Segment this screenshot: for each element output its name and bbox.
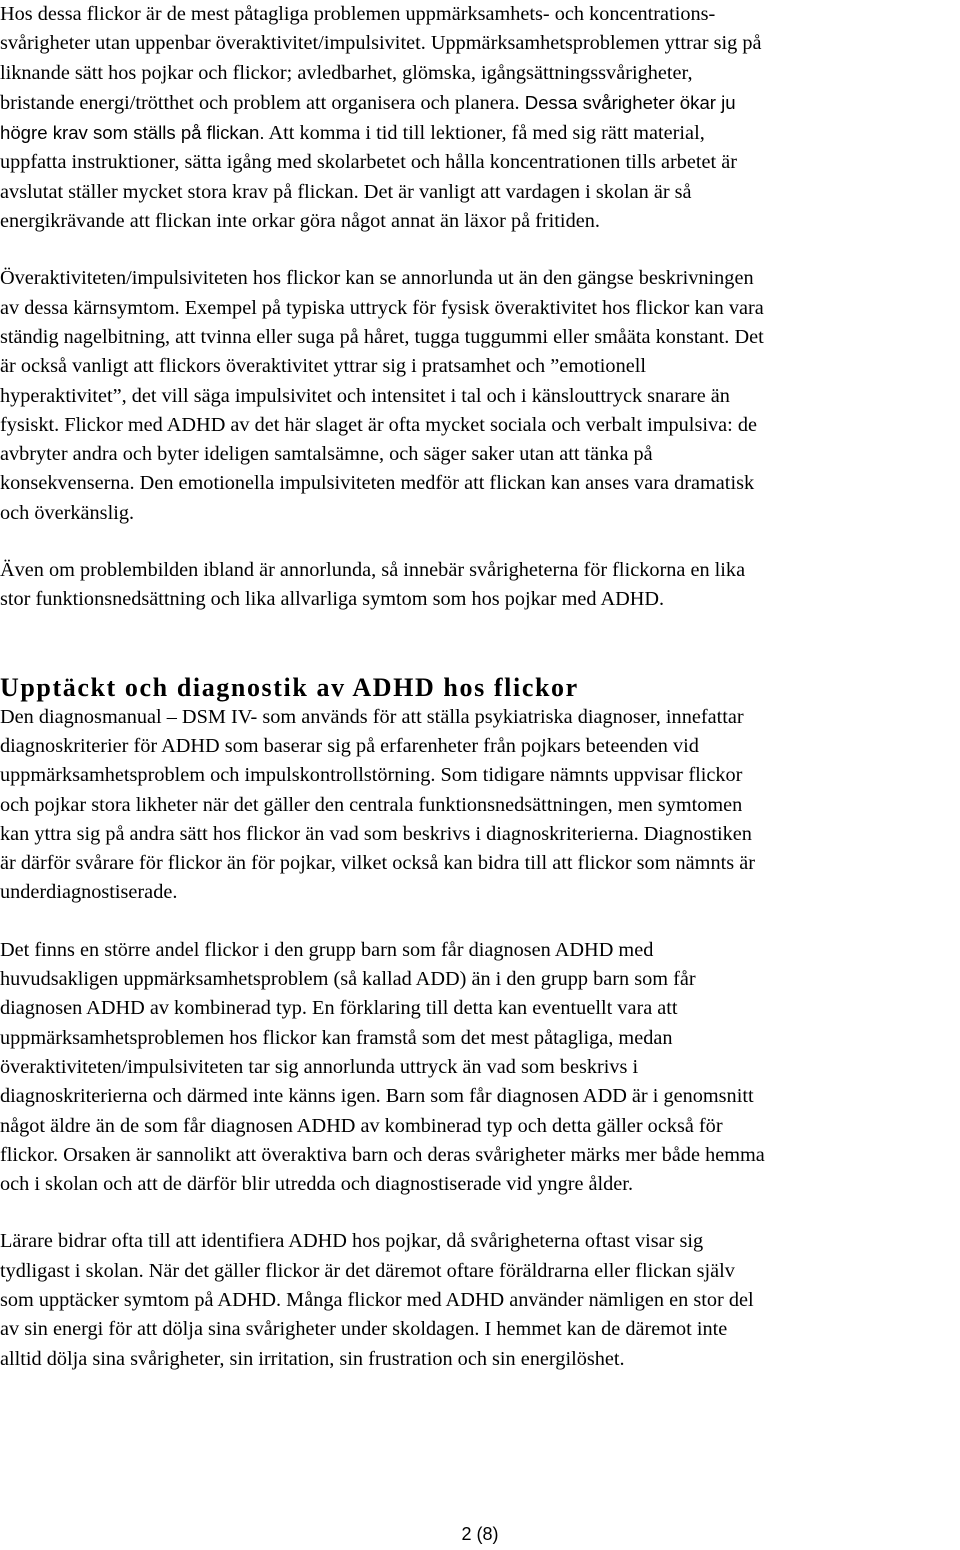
paragraph-6: Lärare bidrar ofta till att identifiera ADHD hos pojkar, då svårigheterna oftast visar sig tydligast i skolan. När det gäller flickor är det däremot oftare föräldrarna eller flickan själv som upptäcker symtom på ADHD. Många flickor med ADHD använder nämligen en stor del av sin energi för att dölja sina svårigheter under skoldagen. I hemmet kan de däremot inte alltid dölja sina svårigheter, sin irritation, sin frustration och sin energilöshet. xyxy=(0,1230,754,1370)
paragraph-5: Det finns en större andel flickor i den grupp barn som får diagnosen ADHD med huvudsakligen uppmärksamhetsproblem (så kallad ADD) än i den grupp barn som får diagnosen ADHD av kombinerad typ. En förklaring till detta kan eventuellt vara att uppmärksamhetsproblemen hos flickor kan framstå som det mest påtagliga, medan överaktiviteten/impulsiviteten tar sig annorlunda uttryck än vad som beskrivs i diagnoskriterierna och därmed inte känns igen. Barn som får diagnosen ADD är i genomsnitt något äldre än de som får diagnosen ADHD av kombinerad typ och detta gäller också för flickor. Orsaken är sannolikt att överaktiva barn och deras svårigheter märks mer både hemma och i skolan och att de därför blir utredda och diagnostiserade vid yngre ålder. xyxy=(0,938,765,1196)
paragraph-4: Den diagnosmanual – DSM IV- som används för att ställa psykiatriska diagnoser, innefattar diagnoskriterier för ADHD som baserar sig på erfarenheter från pojkars beteenden vid uppmärksamhetsproblem och impulskontrollstörning. Som tidigare nämnts uppvisar flickor och pojkar stora likheter när det gäller den centrala funktionsnedsättningen, men symtomen kan yttra sig på andra sätt hos flickor än vad som beskrivs i diagnoskriterierna. Diagnostiken är därför svårare för flickor än för pojkar, vilket också kan bidra till att flickor som nämnts är underdiagnostiserade. xyxy=(0,705,755,904)
paragraph-2: Överaktiviteten/impulsiviteten hos flickor kan se annorlunda ut än den gängse beskrivningen av dessa kärnsymtom. Exempel på typiska uttryck för fysisk överaktivitet hos flickor kan vara ständig nagelbitning, att tvinna eller suga på håret, tugga tuggummi eller småäta konstant. Det är också vanligt att flickors överaktivitet yttrar sig i pratsamhet och ”emotionell hyperaktivitet”, det vill säga impulsivitet och intensitet i tal och i känslouttryck snarare än fysiskt. Flickor med ADHD av det här slaget är ofta mycket sociala och verbalt impulsiva: de avbryter andra och byter ideligen samtalsämne, och säger saker utan att tänka på konsekvenserna. Den emotionella impulsiviteten medför att flickan kan anses vara dramatisk och överkänslig. xyxy=(0,267,764,524)
paragraph-1-sans-part: Dessa svårigheter ökar ju högre krav som ställs på flickan. xyxy=(0,91,736,144)
paragraph-3: Även om problembilden ibland är annorlunda, så innebär svårigheterna för flickorna en lika stor funktionsnedsättning och lika allvarliga symtom som hos pojkar med ADHD. xyxy=(0,559,746,611)
page-number: 2 (8) xyxy=(461,1524,499,1544)
paragraph-1-serif-part-a: Hos dessa flickor är de mest påtagliga problemen uppmärksamhets- och koncentrations- svårigheter utan uppenbar överaktivitet/impulsivitet. Uppmärksamhetsproblemen yttrar sig på liknande sätt hos pojkar och flickor; avledbarhet, glömska, igångsättningssvårigheter, bristande energi/trötthet och problem att organisera och planera. xyxy=(0,3,762,114)
paragraph-1 xyxy=(0,0,960,236)
paragraph-1-serif-part-b: Att komma i tid till lektioner, få med sig rätt material, uppfatta instruktioner, sätta igång med skolarbetet och hålla koncentrationen tills arbetet är avslutat ställer mycket stora krav på flickan. Det är vanligt att vardagen i skolan är så energikrävande att flickan inte orkar göra något annat än läxor på fritiden. xyxy=(0,122,737,233)
section-heading: Upptäckt och diagnostik av ADHD hos flickor xyxy=(0,672,579,702)
